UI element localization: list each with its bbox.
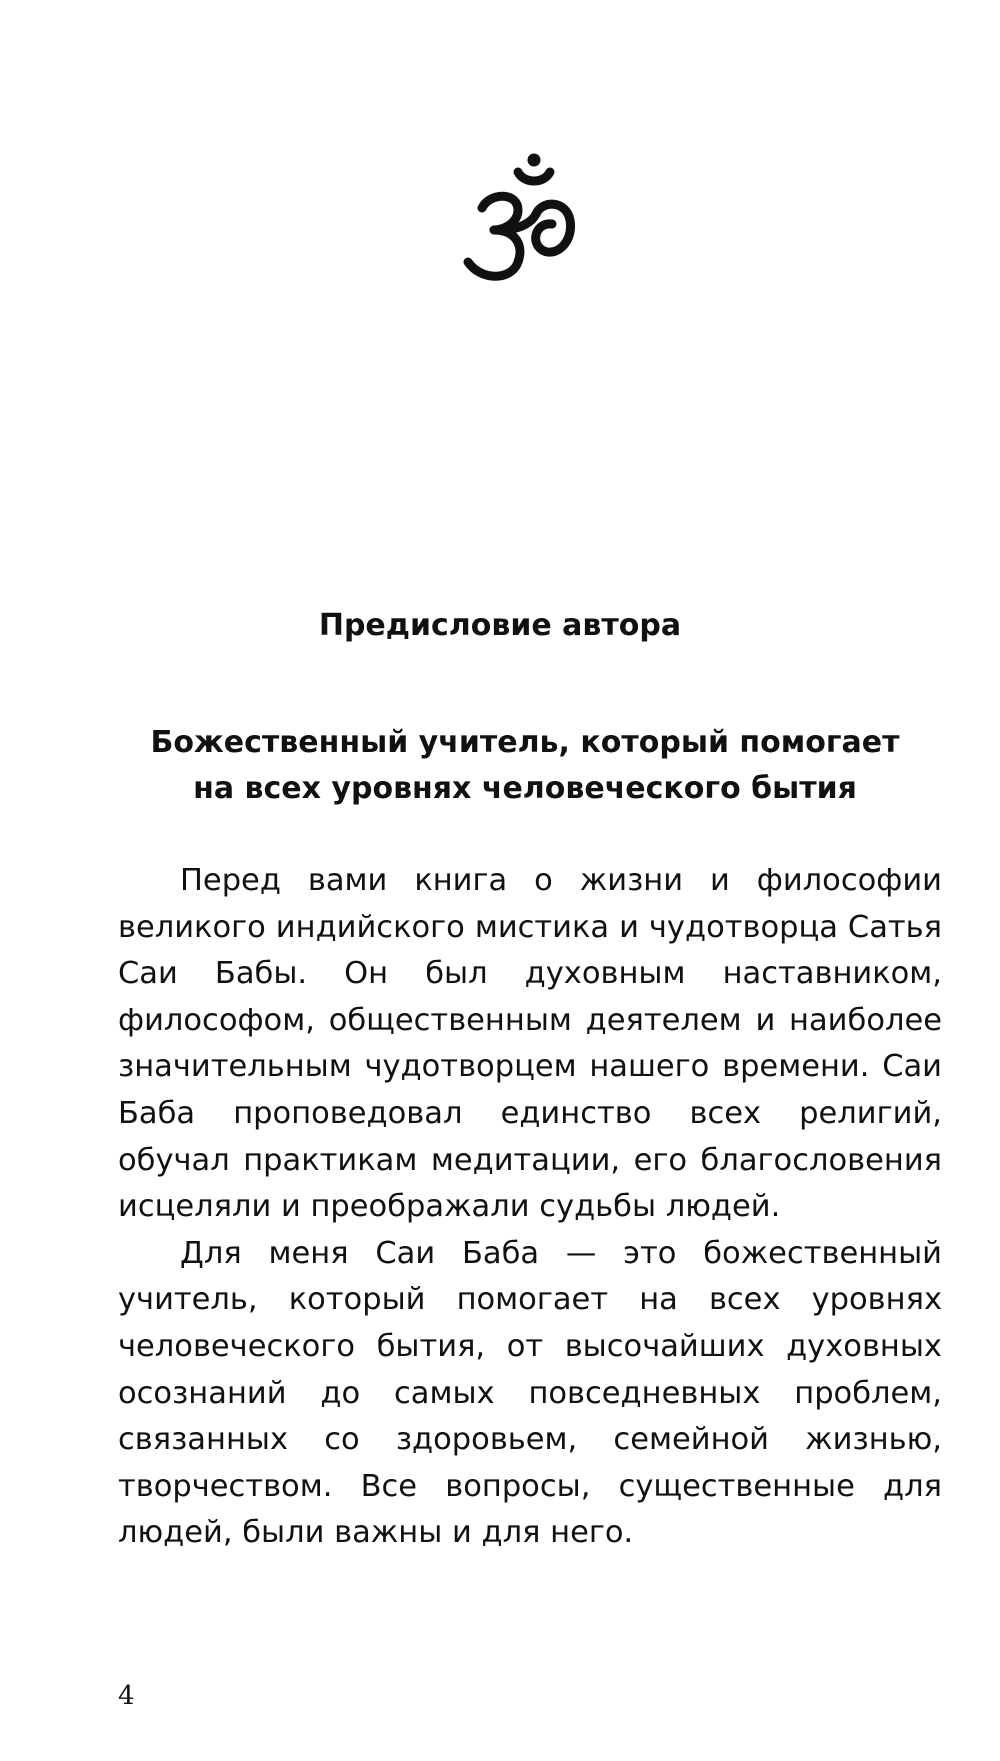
chapter-title-line-1: Божественный учитель, который помогает — [150, 725, 900, 760]
paragraph-1: Перед вами книга о жизни и философии великого индийского мистика и чудотворца Сатья Саи Бабы. Он был духовным наставником, философом, общественным деятелем и наиболее значительным чудотворцем нашего времени. Саи Баба проповедовал единство всех религий, обучал практикам медитации, его благословения исцеляли и преображали судьбы людей. — [118, 863, 942, 1225]
page-number: 4 — [118, 1681, 135, 1711]
paragraph-2: Для меня Саи Баба — это божественный учитель, который помогает на всех уровнях человеческого бытия, от высочайших духовных осознаний до самых повседневных проблем, связанных со здоровьем, семейной жизнью, творчеством. Все вопросы, существенные для людей, были важны и для него. — [118, 1235, 942, 1551]
om-symbol-icon — [460, 150, 590, 290]
preface-title: Предисловие автора — [318, 608, 682, 643]
body-text — [118, 858, 942, 1557]
chapter-title-line-2: на всех уровнях человеческого бытия — [193, 771, 857, 806]
chapter-title — [140, 720, 910, 812]
